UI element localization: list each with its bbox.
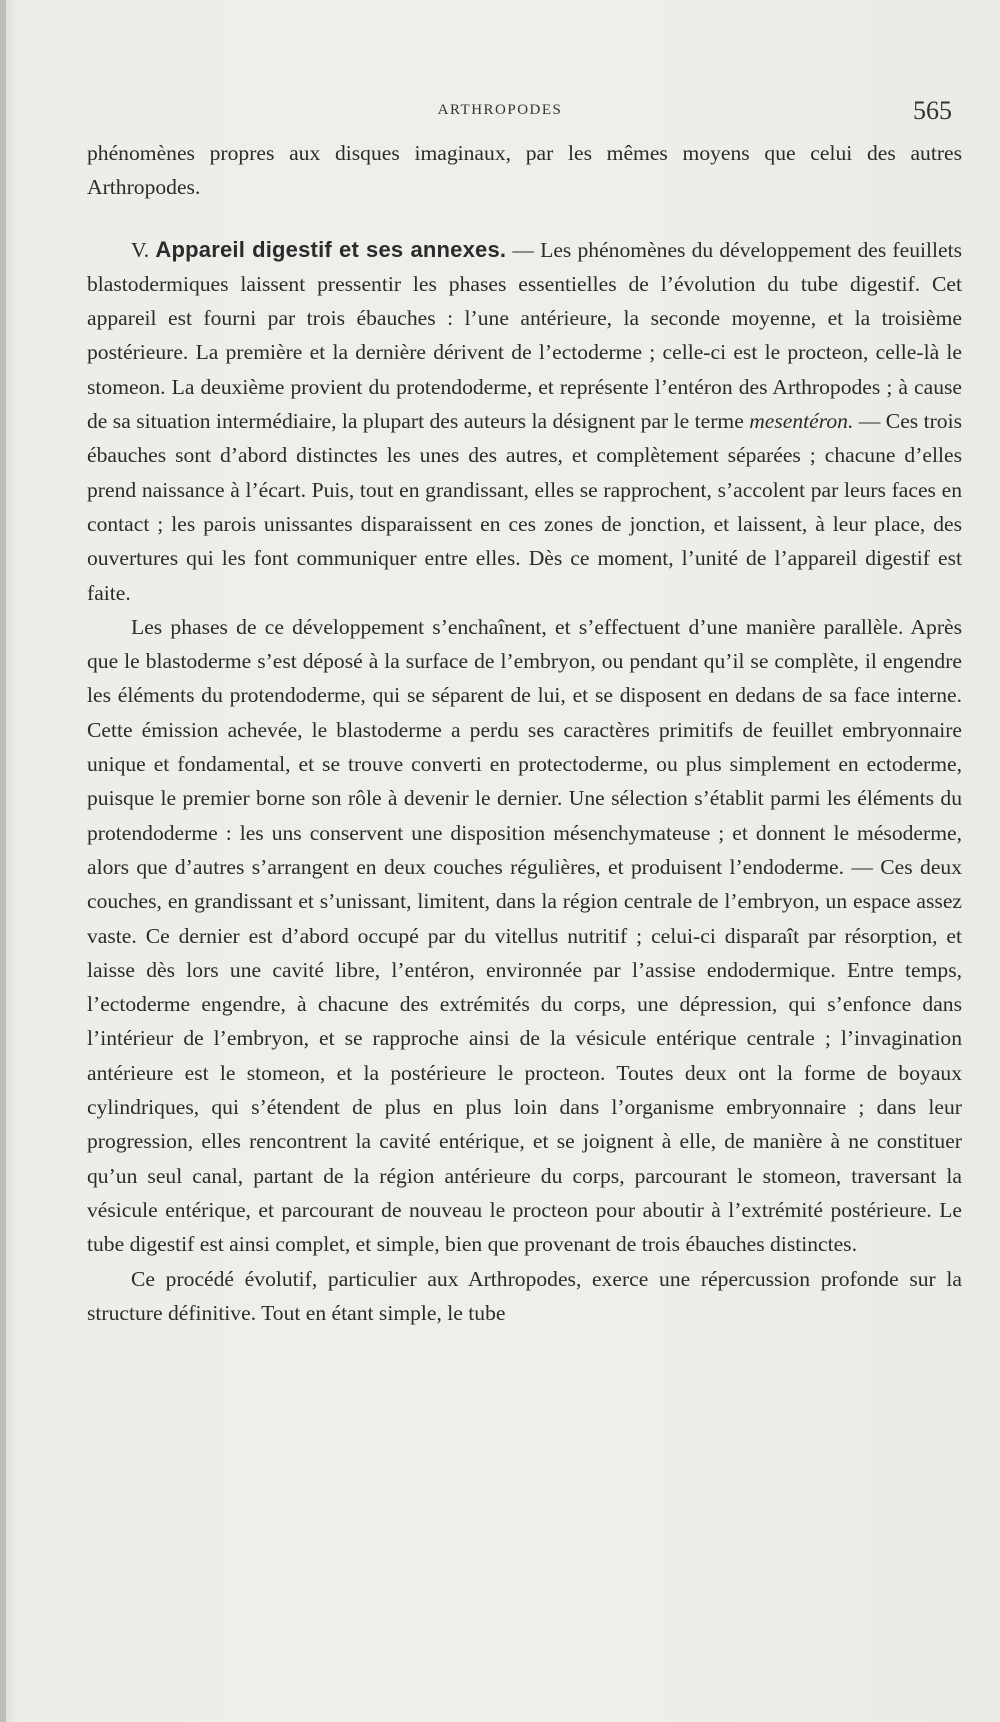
page-number: 565 [913, 96, 952, 125]
section-number: V. [131, 237, 150, 262]
page-edge-shadow [0, 0, 6, 1722]
section-title: Appareil digestif et ses annexes. [155, 236, 507, 262]
paragraph-continuation: phénomènes propres aux disques imaginaux, par les mêmes moyens que celui des autres Arthropodes. [87, 141, 962, 200]
section-paragraph [87, 233, 962, 610]
body-text [87, 136, 962, 1330]
paragraph-final: Ce procédé évolutif, particulier aux Arthropodes, exerce une répercussion profonde sur la structure définitive. Tout en étant simple, le tube [87, 1266, 962, 1325]
running-title: ARTHROPODES [437, 102, 563, 118]
section-spacer [87, 205, 962, 233]
italic-term: mesentéron. [749, 409, 854, 434]
paragraph: Les phases de ce développement s’enchaînent, et s’effectuent d’une manière parallèle. Après que le blastoderme s’est déposé à la surface de l’embryon, ou pendant qu’il se complète, il engendre les éléments du protendoderme, qui se séparent de lui, et se disposent en dedans de sa face interne. Cette émission achevée, le blastoderme a perdu ses caractères primitifs de feuillet embryonnaire unique et fondamental, et se trouve converti en protectoderme, ou plus simplement en ectoderme, puisque le premier borne son rôle à devenir le dernier. Une sélection s’établit parmi les éléments du protendoderme : les uns conservent une disposition mésenchymateuse ; et donnent le mésoderme, alors que d’autres s’arrangent en deux couches régulières, et produisent l’endoderme. — Ces deux couches, en grandissant et s’unissant, limitent, dans la région centrale de l’embryon, un espace assez vaste. Ce dernier est d’abord occupé par du vitellus nutritif ; celui-ci disparaît par résorption, et laisse dès lors une cavité libre, l’entéron, environnée par l’assise endodermique. Entre temps, l’ectoderme engendre, à chacune des extrémités du corps, une dépression, qui s’enfonce dans l’intérieur de l’embryon, et se rapproche ainsi de la vésicule entérique centrale ; l’invagination antérieure est le stomeon, et la postérieure le procteon. Toutes deux ont la forme de boyaux cylindriques, qui s’étendent de plus en plus loin dans l’organisme embryonnaire ; dans leur progression, elles rencontrent la cavité entérique, et se joignent à elle, de manière à ne constituer qu’un seul canal, partant de la région antérieure du corps, parcourant le stomeon, traversant la vésicule entérique, et parcourant de nouveau le procteon pour aboutir à l’extrémité postérieure. Le tube digestif est ainsi complet, et simple, bien que provenant de trois ébauches distinctes. [87, 614, 962, 1257]
running-header [0, 96, 1000, 125]
section-text-start: — Les phénomènes du développement des feuillets blastodermiques laissent pressentir les phases essentielles de l’évolution du tube digestif. Cet appareil est fourni par trois ébauches : l’une antérieure, la seconde moyenne, et la troisième postérieure. La première et la dernière dérivent de l’ectoderme ; celle-ci est le procteon, celle-là le stomeon. La deuxième provient du protendoderme, et représente l’entéron des Arthropodes ; à cause de sa situation intermédiaire, la plupart des auteurs la désignent par le terme [87, 237, 962, 434]
section-text-end: — Ces trois ébauches sont d’abord distinctes les unes des autres, et complètement séparées ; chacune d’elles prend naissance à l’écart. Puis, tout en grandissant, elles se rapprochent, s’accolent par leurs faces en contact ; les parois unissantes disparaissent en ces zones de jonction, et laissent, à leur place, des ouvertures qui les font communiquer entre elles. Dès ce moment, l’unité de l’appareil digestif est faite. [87, 409, 962, 605]
